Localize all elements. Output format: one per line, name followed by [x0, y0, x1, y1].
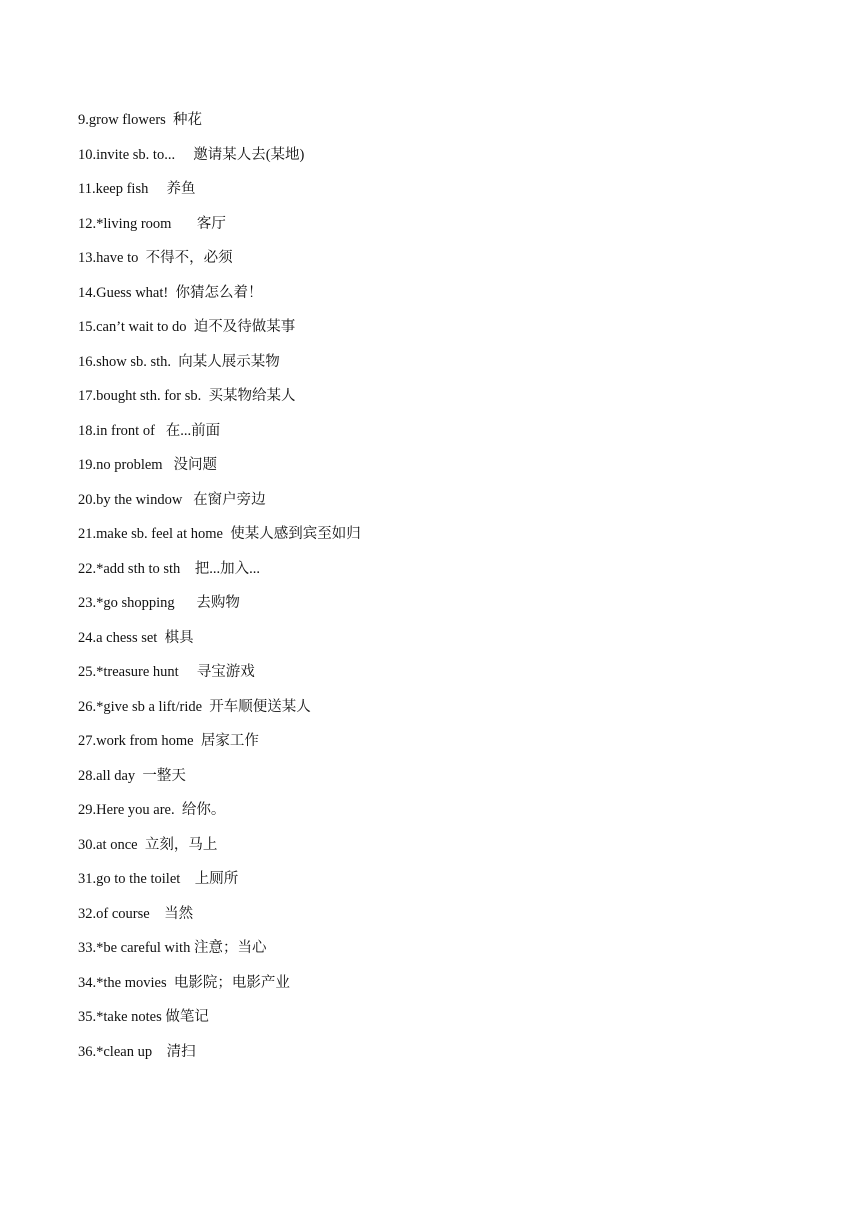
phrase-item: 19.no problem 没问题	[78, 457, 217, 473]
phrase-list	[78, 108, 778, 1074]
phrase-item: 16.show sb. sth. 向某人展示某物	[78, 353, 280, 370]
phrase-item: 12.*living room 客厅	[78, 215, 226, 232]
phrase-item: 26.*give sb a lift/ride 开车顺便送某人	[78, 698, 311, 715]
phrase-item: 15.can’t wait to do 迫不及待做某事	[78, 319, 296, 335]
phrase-item: 9.grow flowers 种花	[78, 112, 203, 128]
phrase-item: 14.Guess what! 你猜怎么着！	[78, 284, 263, 301]
phrase-item: 31.go to the toilet 上厕所	[78, 871, 239, 887]
phrase-item: 35.*take notes 做笔记	[78, 1009, 209, 1025]
phrase-item: 22.*add sth to sth 把...加入...	[78, 560, 261, 577]
phrase-item: 30.at once 立刻，马上	[78, 836, 218, 853]
phrase-item: 24.a chess set 棋具	[78, 629, 194, 646]
phrase-item: 25.*treasure hunt 寻宝游戏	[78, 664, 255, 680]
phrase-item: 29.Here you are. 给你。	[78, 802, 226, 818]
phrase-item: 32.of course 当然	[78, 905, 194, 922]
phrase-item: 18.in front of 在...前面	[78, 422, 221, 439]
phrase-item: 11.keep fish 养鱼	[78, 181, 196, 197]
phrase-item: 34.*the movies 电影院；电影产业	[78, 974, 290, 991]
phrase-item: 21.make sb. feel at home 使某人感到宾至如归	[78, 526, 361, 542]
phrase-item: 36.*clean up 清扫	[78, 1043, 196, 1060]
phrase-item: 17.bought sth. for sb. 买某物给某人	[78, 388, 296, 404]
phrase-item: 33.*be careful with 注意；当心	[78, 940, 267, 956]
phrase-item: 27.work from home 居家工作	[78, 733, 259, 749]
phrase-item: 23.*go shopping 去购物	[78, 595, 240, 611]
phrase-item: 20.by the window 在窗户旁边	[78, 491, 266, 508]
phrase-item: 10.invite sb. to... 邀请某人去(某地)	[78, 146, 305, 163]
phrase-item: 13.have to 不得不，必须	[78, 250, 233, 266]
phrase-item: 28.all day 一整天	[78, 767, 186, 784]
